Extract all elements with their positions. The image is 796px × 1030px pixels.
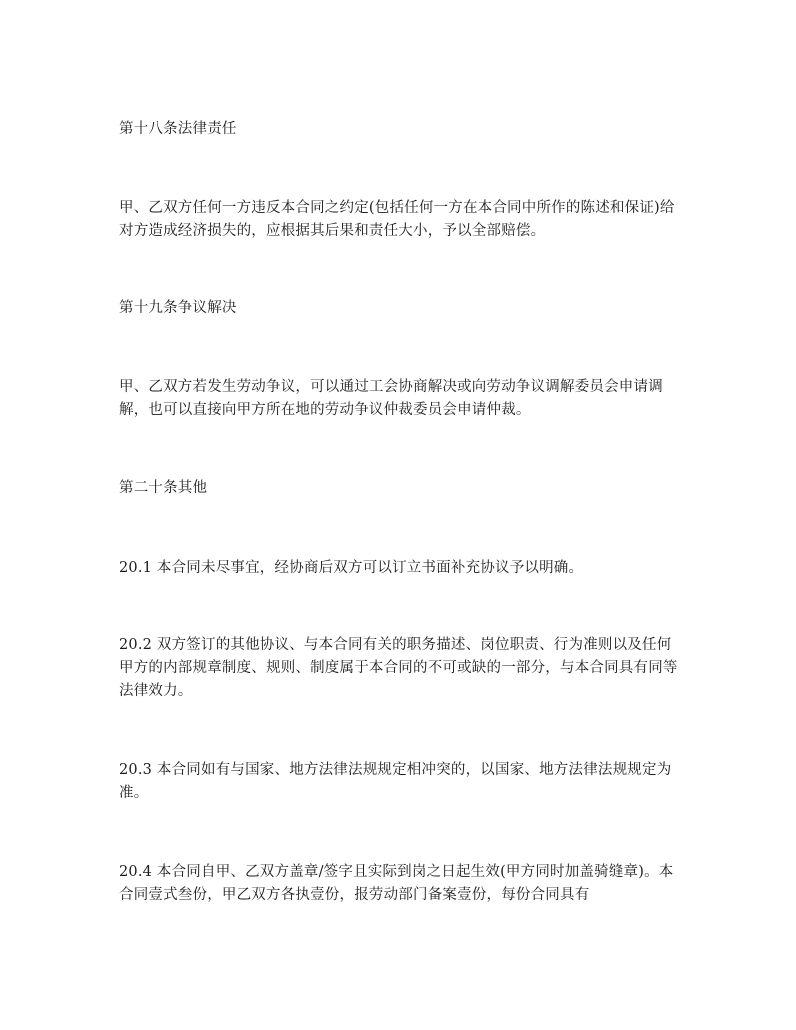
- clause-20-2: 20.2 双方签订的其他协议、与本合同有关的职务描述、岗位职责、行为准则以及任何甲方的内部规章制度、规则、制度属于本合同的不可或缺的一部分，与本合同具有同等法律效力。: [119, 637, 678, 699]
- clause-20-4: 20.4 本合同自甲、乙双方盖章/签字且实际到岗之日起生效(甲方同时加盖骑缝章)。本合同壹式叁份，甲乙双方各执壹份，报劳动部门备案壹份，每份合同具有: [119, 864, 674, 903]
- clause-20-3: 20.3 本合同如有与国家、地方法律法规规定相冲突的，以国家、地方法律法规规定为准。: [119, 762, 672, 801]
- section-19-heading: 第十九条争议解决: [119, 300, 237, 316]
- section-18-paragraph: 甲、乙双方任何一方违反本合同之约定(包括任何一方在本合同中所作的陈述和保证)给对方造成经济损失的，应根据其后果和责任大小，予以全部赔偿。: [119, 200, 675, 239]
- clause-20-1: 20.1 本合同未尽事宜，经协商后双方可以订立书面补充协议予以明确。: [119, 560, 584, 576]
- section-19-paragraph: 甲、乙双方若发生劳动争议，可以通过工会协商解决或向劳动争议调解委员会申请调解，也可以直接向甲方所在地的劳动争议仲裁委员会申请仲裁。: [119, 379, 663, 418]
- section-18-heading: 第十八条法律责任: [119, 121, 237, 137]
- section-20-heading: 第二十条其他: [119, 480, 208, 496]
